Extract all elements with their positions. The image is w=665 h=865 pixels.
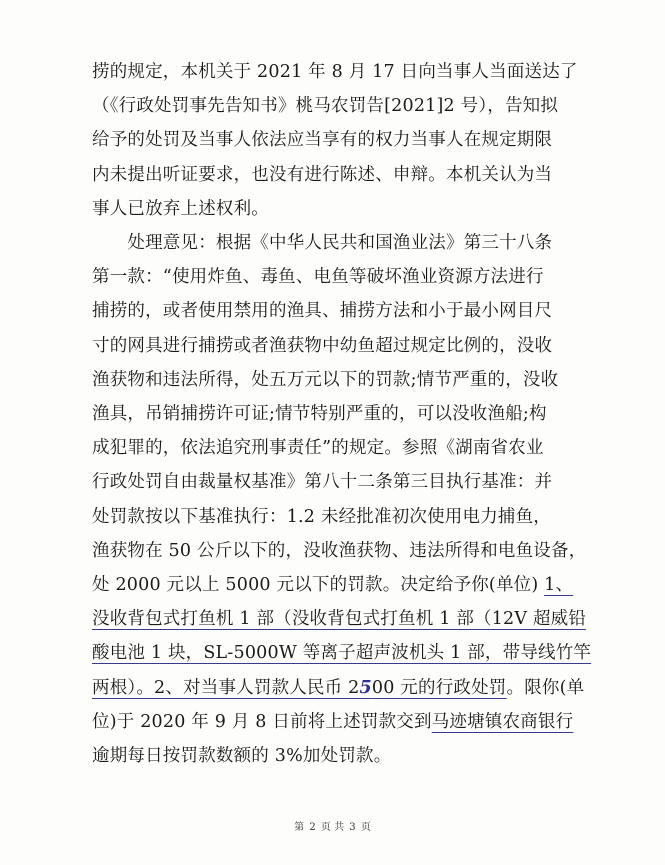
text-line xyxy=(92,260,576,294)
text-segment: 事人已放弃上述权利。 xyxy=(92,198,269,219)
page-footer xyxy=(0,818,665,833)
text-line xyxy=(92,123,576,157)
text-segment: 第一款：“使用炸鱼、毒鱼、电鱼等破坏渔业资源方法进行 xyxy=(92,267,544,288)
text-segment: 寸的网具进行捕捞或者渔获物中幼鱼超过规定比例的，没收 xyxy=(92,335,553,356)
footer-prefix: 第 xyxy=(294,822,305,833)
text-line xyxy=(92,329,576,363)
handwritten-correction: 5 xyxy=(359,677,372,698)
text-line xyxy=(92,534,587,568)
underlined-text: 酸电池 1 块，SL-5000W 等离子超声波机头 1 部，带导线竹竿 xyxy=(92,643,592,664)
text-line xyxy=(92,226,576,260)
text-segment: 逾期每日按罚款数额的 3%加处罚款。 xyxy=(92,746,392,766)
text-segment: 渔具，吊销捕捞许可证;情节特别严重的，可以没收渔船;构 xyxy=(92,404,547,424)
text-line xyxy=(92,705,576,739)
text-line xyxy=(92,89,576,123)
underlined-text: 两根）。2、对当事人罚款人民币 2 xyxy=(92,677,360,698)
text-segment: 处理意见：根据《中华人民共和国渔业法》第三十八条 xyxy=(92,233,553,253)
text-line xyxy=(92,55,576,89)
underlined-text: 没收背包式打鱼机 1 部（没收背包式打鱼机 1 部（12V 超威铅 xyxy=(92,609,587,630)
text-segment: 位)于 2020 年 9 月 8 日前将上述罚款交到 xyxy=(92,711,432,732)
footer-current-page: 2 xyxy=(309,822,316,833)
text-line xyxy=(92,192,576,226)
footer-total-pages: 3 xyxy=(349,822,356,833)
text-line xyxy=(92,294,576,328)
text-segment: 捞的规定，本机关于 2021 年 8 月 17 日向当事人当面送达了 xyxy=(92,62,578,82)
text-segment: 渔获物和违法所得，处五万元以下的罚款;情节严重的，没收 xyxy=(92,369,559,390)
text-segment: 行政处罚自由裁量权基准》第八十二条第三目执行基准：并 xyxy=(92,472,553,493)
text-segment: （《行政处罚事先告知书》桃马农罚告[2021]2 号），告知拟 xyxy=(92,96,559,117)
text-line xyxy=(92,363,576,397)
underlined-text: 1、 xyxy=(544,575,574,595)
text-line xyxy=(92,739,576,773)
text-segment: 渔获物在 50 公斤以下的，没收渔获物、违法所得和电鱼设备， xyxy=(92,540,587,561)
underlined-text: 00 元的行政处罚 xyxy=(371,677,507,698)
underlined-text: 马迹塘镇农商银行 xyxy=(431,711,574,732)
text-line xyxy=(92,500,576,534)
text-line xyxy=(92,158,576,192)
text-segment: 给予的处罚及当事人依法应当享有的权力当事人在规定期限 xyxy=(92,130,553,151)
text-line xyxy=(92,431,576,465)
text-segment: 处罚款按以下基准执行：1.2 未经批准初次使用电力捕鱼， xyxy=(92,506,551,527)
footer-middle: 页 共 xyxy=(320,822,345,833)
text-segment: 内未提出听证要求，也没有进行陈述、申辩。本机关认为当 xyxy=(92,164,553,185)
text-segment: 捕捞的，或者使用禁用的渔具、捕捞方法和小于最小网目尺 xyxy=(92,301,553,322)
text-segment: 。限你(单 xyxy=(506,677,585,698)
text-line xyxy=(92,397,576,431)
text-line xyxy=(92,636,592,670)
text-segment: 成犯罪的，依法追究刑事责任”的规定。参照《湖南省农业 xyxy=(92,438,544,459)
footer-suffix: 页 xyxy=(360,822,371,833)
text-line xyxy=(92,602,587,636)
text-line xyxy=(92,568,576,602)
text-segment: 处 2000 元以上 5000 元以下的罚款。决定给予你(单位) xyxy=(92,575,545,595)
text-line xyxy=(92,671,585,705)
text-line xyxy=(92,465,576,499)
